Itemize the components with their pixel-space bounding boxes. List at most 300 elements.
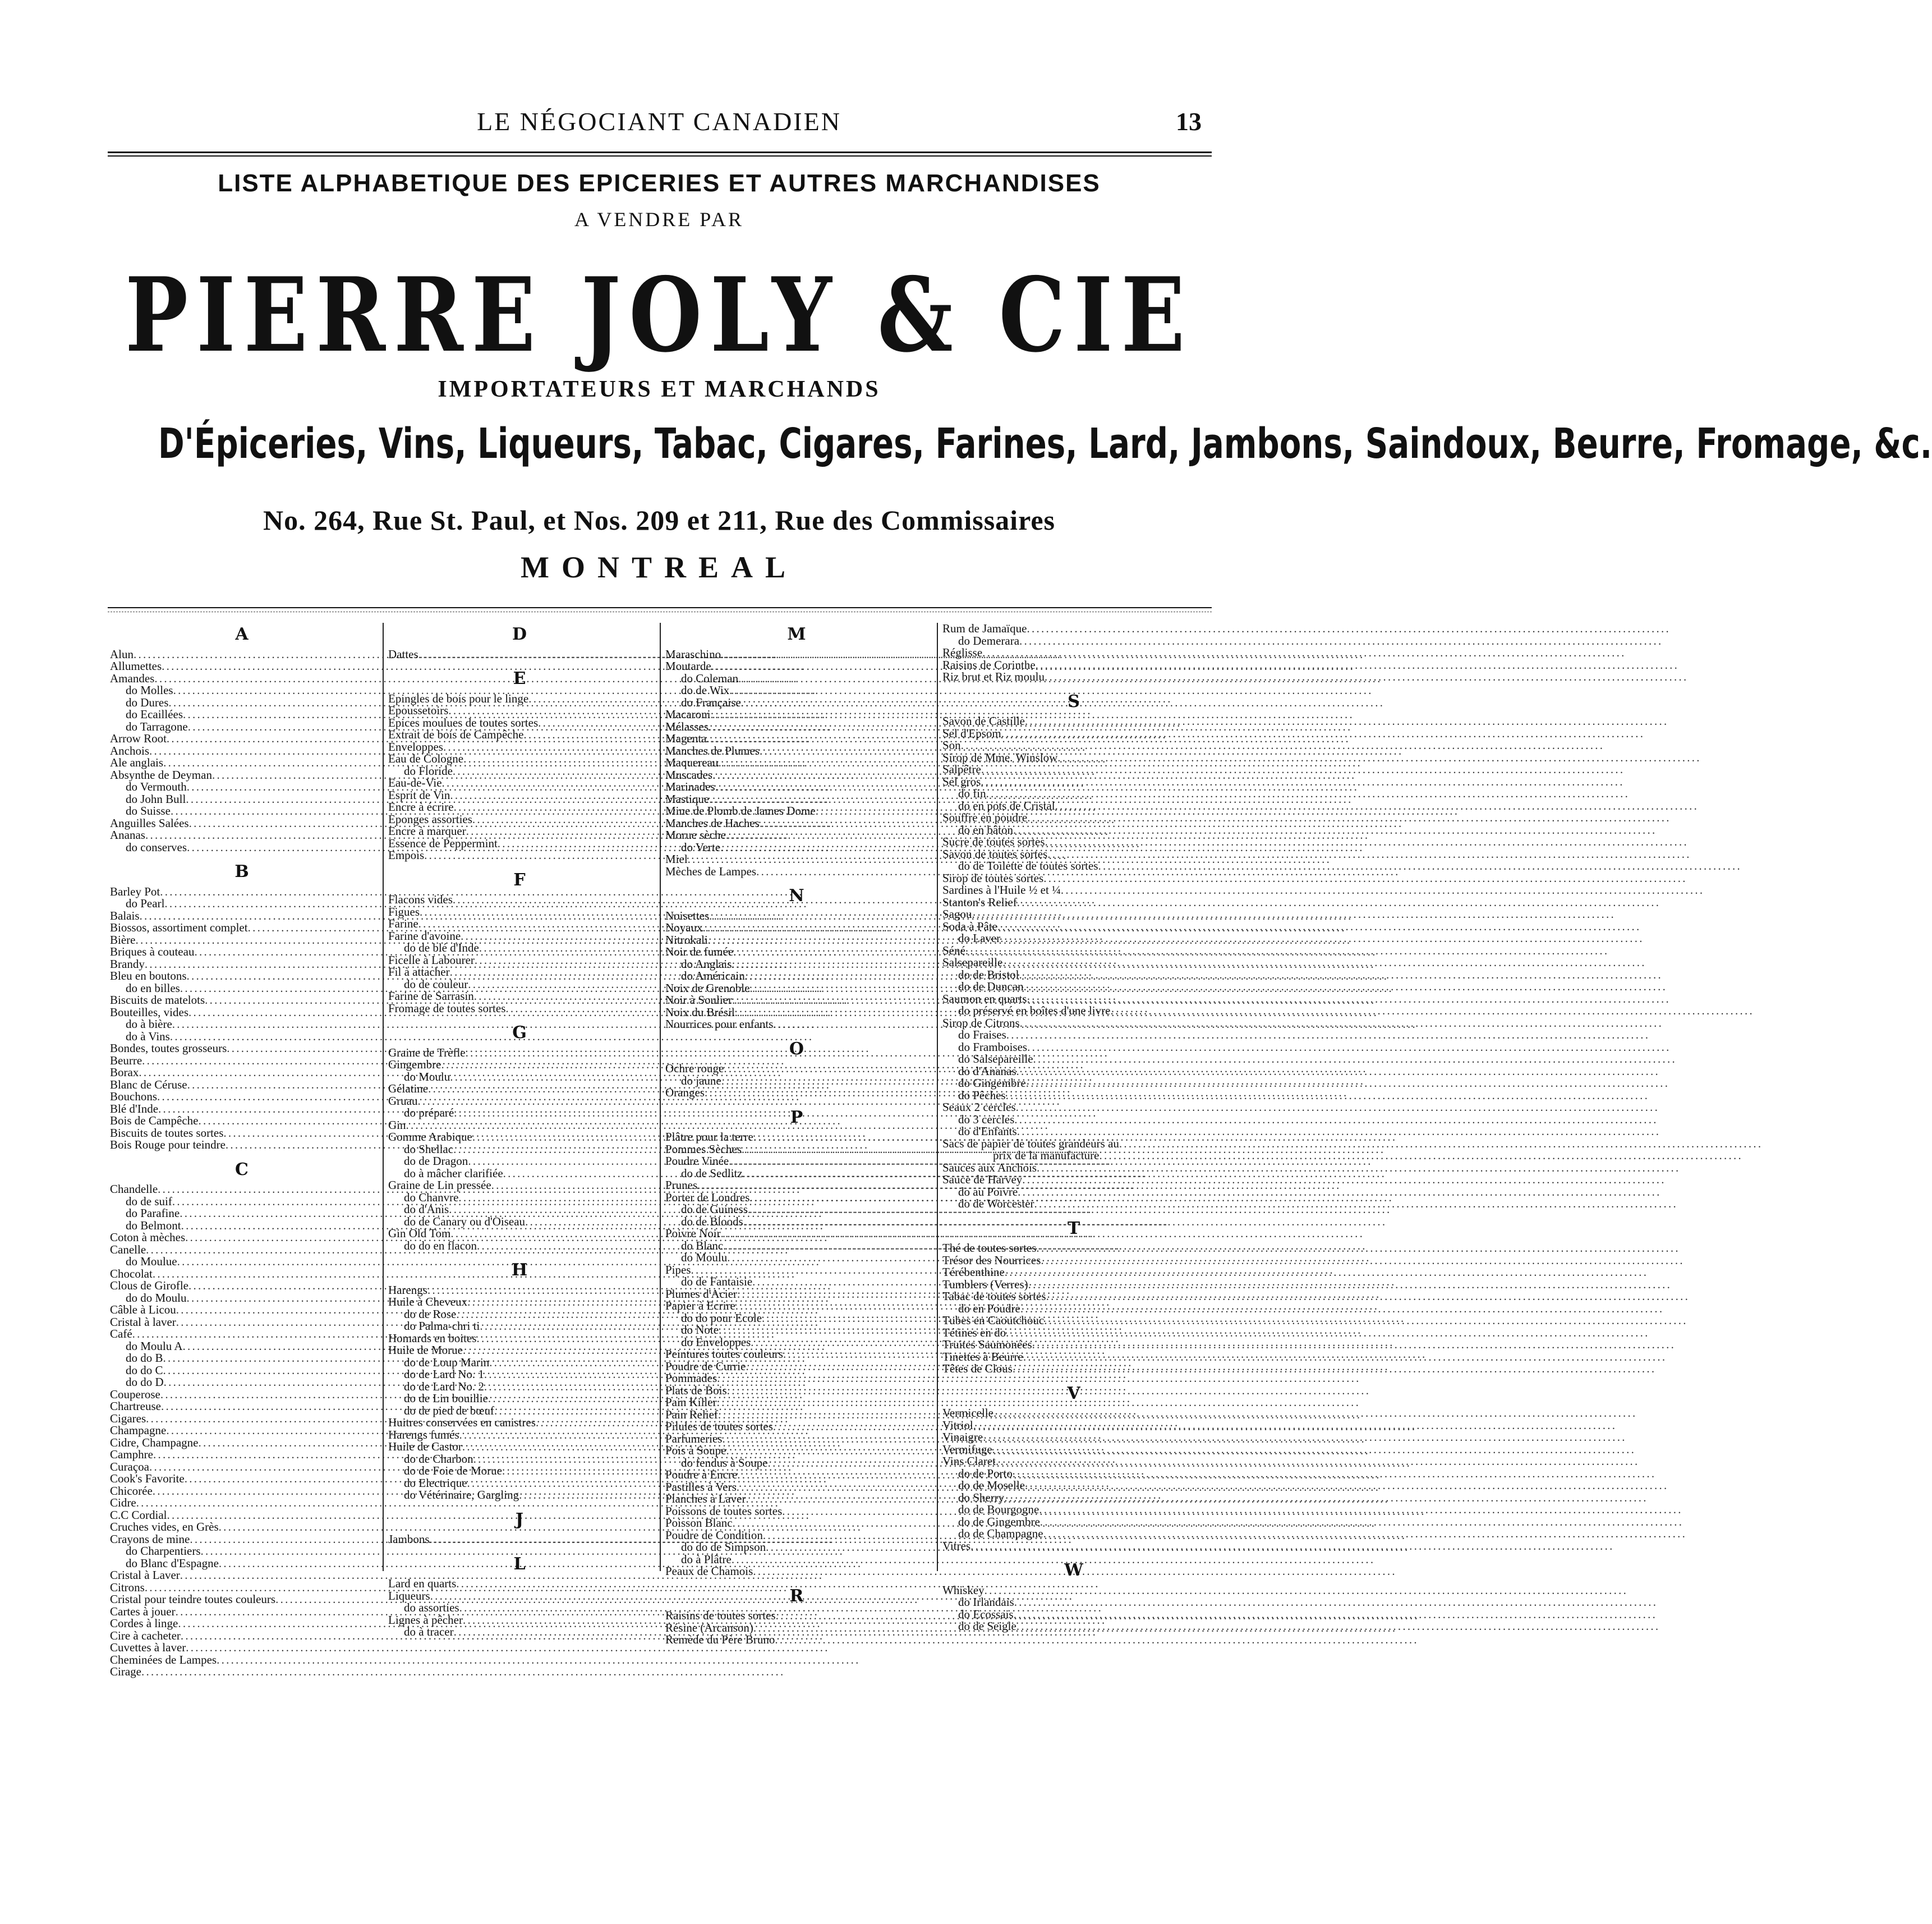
item-name: Peintures toutes couleurs [665,1347,783,1361]
item-name: Champagne [110,1424,167,1437]
item-name: Sel gros [942,774,981,788]
list-item [665,994,930,1007]
list-item [665,781,930,793]
item-name: do do Moulu [126,1291,187,1305]
product-column [383,623,660,1638]
item-name: Sirop de Mme. Winslow [942,750,1058,764]
list-item [110,1103,376,1115]
list-item [942,1407,1207,1420]
item-name: do Suisse [126,804,171,818]
list-item [110,1328,376,1340]
leader-dots [1098,860,1740,873]
item-name: Huitres conservées en canistres [388,1416,536,1429]
list-item [665,922,930,934]
leader-dots [997,921,1639,933]
item-name: do Coleman [681,671,739,685]
list-item [665,934,930,947]
leader-dots [1027,812,1668,824]
item-name: Anchois [110,743,149,757]
list-item [110,1376,376,1389]
running-head [0,107,1318,140]
list-item [388,814,653,826]
list-item [388,1614,653,1627]
list-item [388,729,653,741]
leader-dots [1061,884,1702,897]
list-item [942,1198,1207,1210]
leader-dots [965,945,1607,957]
item-name: Stanton's Relief [942,895,1017,909]
list-item [388,966,653,979]
list-item [110,697,376,709]
list-item [942,933,1207,945]
list-item [942,897,1207,909]
leader-dots [1006,1327,1647,1339]
item-name: do de Fantaisie [681,1275,753,1288]
list-item [110,1533,376,1546]
list-item [665,1204,930,1216]
item-name: do conserves [126,840,187,854]
item-name: do Shellac [404,1142,454,1156]
list-item [388,705,653,717]
list-item [942,1255,1207,1267]
item-name: Sagou [942,907,972,921]
item-name: Coton à mèches [110,1230,186,1244]
list-title: LISTE ALPHABETIQUE DES EPICERIES ET AUTRES MARCHANDISES [218,169,1101,197]
list-item [110,1642,376,1654]
list-item [665,757,930,769]
item-name: do Verte [681,840,721,854]
leader-dots [981,764,1622,776]
list-item [110,1352,376,1365]
list-item [388,1047,653,1059]
item-name: Fil à attacher [388,965,450,979]
list-item [110,1055,376,1067]
item-name: do Blanc [681,1238,724,1252]
list-item [110,1280,376,1292]
item-name: do de Guiness [681,1202,748,1216]
list-item [110,1067,376,1079]
list-item [665,970,930,982]
item-name: Cruches vides, en Grès [110,1520,219,1533]
list-item [942,1468,1207,1480]
list-item [942,1315,1207,1327]
item-name: Prunes [665,1178,698,1192]
item-name: Sacs de papier de toutes grandeurs au [942,1136,1119,1150]
item-name: do Floride [404,764,453,778]
section-letter: O [789,1039,807,1059]
item-name: do Ecossais [958,1607,1014,1621]
list-item [942,728,1207,740]
list-item [665,1240,930,1252]
item-name: Amandes [110,671,155,685]
leader-dots [1027,1041,1668,1054]
list-item [942,740,1207,752]
leader-dots [1032,1339,1673,1351]
item-name: Porter de Londres [665,1190,750,1204]
item-name: Poudre Vinée [665,1154,729,1168]
list-item [665,1155,930,1168]
item-name: Mélasses [665,719,709,733]
leader-dots [1039,1504,1680,1516]
list-item [942,715,1207,728]
list-item [665,1530,930,1542]
item-name: do de Seigle [958,1619,1016,1633]
list-item [388,1119,653,1132]
item-name: do Framboises [958,1040,1028,1054]
list-item [110,1594,376,1606]
leader-dots [1057,752,1699,764]
item-name: Cigares [110,1411,146,1425]
leader-dots [1017,897,1658,909]
product-column [105,623,383,1678]
list-item [110,842,376,854]
list-item [942,1339,1207,1351]
list-item [110,1256,376,1268]
item-name: do à mâcher clarifiée [404,1166,503,1180]
section-spacer [110,1678,376,1685]
list-item [110,1031,376,1043]
list-item [942,1279,1207,1291]
item-name: do Sherry [958,1490,1005,1504]
item-name: Cheminées de Lampes [110,1652,217,1666]
list-item [665,1192,930,1204]
section-letter: M [787,625,808,644]
item-name: Macaroni [665,708,711,721]
section-letter: H [511,1260,530,1280]
item-name: Essence de Peppermint [388,836,498,850]
item-name: Enveloppes [388,740,443,754]
item-name: Saumon en quarts [942,991,1027,1005]
leader-dots [1024,981,1665,993]
list-item [665,709,930,721]
leader-dots [1013,824,1654,837]
item-name: do Moulu A [126,1339,183,1353]
item-name: do fendus à Soupe [681,1455,768,1470]
item-name: do de Worcester [958,1197,1034,1210]
list-item [110,1127,376,1140]
leader-dots [1026,1077,1667,1090]
list-item [110,1400,376,1413]
item-name: Magenta [665,732,707,745]
list-item [942,1162,1207,1174]
list-item [110,1091,376,1103]
page-number: 13 [1176,107,1202,136]
list-item [942,1126,1207,1138]
leader-dots [1016,1620,1658,1633]
item-name: Vermifuge [942,1442,992,1456]
list-item [665,1469,930,1481]
list-item [665,1421,930,1433]
list-item [942,1620,1207,1633]
section-spacer [665,1099,930,1106]
list-item [665,1228,930,1240]
leader-dots [1005,1266,1646,1279]
list-item [388,1095,653,1108]
item-name: Têtes de Clous [942,1362,1013,1375]
section-letter: S [1068,691,1082,711]
item-name: Poudre de Currie [665,1359,746,1373]
leader-dots [1006,1029,1648,1041]
list-item [110,709,376,721]
list-item [388,1216,653,1228]
list-item [942,1363,1207,1375]
list-item [665,1445,930,1457]
item-name: Marinades [665,780,715,793]
list-item [388,649,653,661]
list-item [665,1634,930,1646]
list-item [665,1018,930,1031]
item-name: Bouteilles, vides [110,1005,188,1019]
list-item [665,1144,930,1156]
item-name: Ananas [110,828,145,842]
item-name: Pain Killer [665,1395,717,1409]
city-name: MONTREAL [520,550,798,584]
section-letter: V [1067,1383,1083,1403]
item-name: Sucre de toutes sortes [942,835,1045,848]
list-item [110,1618,376,1630]
item-name: Poissons de toutes sortes [665,1504,783,1518]
list-item [110,793,376,806]
item-name: do de Toilette de toutes sortes [958,859,1098,873]
item-name: do de Moselle [958,1478,1025,1492]
leader-dots [1025,715,1666,728]
company-name: PIERRE JOLY & CIE [125,255,1193,375]
leader-dots [1028,1279,1669,1291]
item-name: Graine de Lin pressée [388,1178,491,1192]
list-item [388,979,653,991]
item-name: do de Lin bouillie [404,1392,488,1405]
leader-dots [1025,1480,1666,1492]
item-name: Salsepareille [942,956,1003,969]
list-item [110,1437,376,1449]
item-name: do do de Simpson [681,1540,766,1554]
leader-dots [1043,1528,1685,1540]
item-name: do Pearl [126,897,165,910]
item-name: Maquereau [665,756,719,769]
list-item [388,1083,653,1095]
list-item [388,942,653,954]
list-item [665,1300,930,1312]
item-name: do do D [126,1375,164,1389]
item-name: do Note [681,1323,719,1337]
list-item [665,1409,930,1421]
list-item [388,1144,653,1156]
item-name: Graine de Trèfle [388,1045,466,1059]
item-name: Couperose [110,1387,160,1401]
item-name: do Française [681,695,741,709]
list-item [665,866,930,878]
item-name: do Irlandais [958,1595,1014,1609]
item-name: Soda à Pâte [942,919,997,933]
item-name: Réglisse [942,646,983,659]
item-name: Cristal pour teindre toutes couleurs [110,1592,276,1606]
item-name: do d'Anis [404,1202,449,1216]
item-name: Poudre à Encre [665,1468,738,1481]
leader-dots [1045,671,1686,683]
item-name: Maraschino [665,647,721,661]
list-item [942,884,1207,897]
item-name: do au Poivre [958,1184,1018,1199]
list-item [110,721,376,733]
list-item [942,1492,1207,1504]
list-item [942,1528,1207,1540]
item-name: Fromage de toutes sortes [388,1001,506,1015]
list-item [388,777,653,789]
leader-dots [1019,969,1660,981]
item-name: Gélatine [388,1082,429,1095]
list-item [942,764,1207,776]
item-name: Cristal à laver [110,1315,176,1329]
item-name: do en Poudre [958,1301,1020,1315]
list-item [110,1497,376,1509]
list-item [942,848,1207,861]
list-item [388,990,653,1003]
list-item [110,1232,376,1244]
item-name: Vitriol [942,1418,973,1432]
item-name: Flacons vides [388,893,453,906]
list-item [110,994,376,1007]
item-name: Whiskey [942,1583,985,1597]
item-name: do John Bull [126,792,186,806]
section-letter: A [235,625,251,644]
list-item [942,873,1207,885]
section-letter: F [513,870,528,890]
list-item [110,1569,376,1582]
trades-line: D'Épiceries, Vins, Liqueurs, Tabac, Cigares, Farines, Lard, Jambons, Saindoux, Beurre, Fromage, &c. [158,420,1932,468]
item-name: Blé d'Inde [110,1101,159,1115]
item-name: Raisins de toutes sortes [665,1609,776,1622]
list-item [388,1357,653,1369]
item-name: Farine de Sarrasin [388,989,474,1003]
leader-dots [1055,800,1696,812]
list-item [388,1453,653,1466]
item-name: Mastique [665,792,710,806]
item-name: do Belmont [126,1218,181,1232]
list-item [388,1308,653,1321]
item-name: Balais [110,908,140,922]
leader-dots [1002,957,1644,969]
item-name: Pain Relief [665,1407,718,1421]
list-item [665,1481,930,1494]
item-name: do Pêches [958,1088,1006,1102]
list-item [110,660,376,673]
list-item [388,789,653,802]
item-name: Liqueurs [388,1588,430,1602]
list-item [942,969,1207,981]
list-item [110,1545,376,1558]
item-name: Eau de Cologne [388,752,464,765]
item-name: do Laver [958,931,1001,945]
item-name: Thé de toutes sortes [942,1241,1037,1255]
list-item [665,1288,930,1301]
list-item [665,829,930,842]
item-name: do Chanvre [404,1190,459,1204]
list-item [942,1174,1207,1186]
item-name: do préparé [404,1106,454,1119]
item-name: Empois [388,848,425,862]
list-item [110,922,376,934]
item-name: Ficelle à Labourer [388,953,475,967]
item-name: Noisettes [665,908,710,922]
section-spacer [942,1210,1207,1217]
list-item [942,1585,1207,1597]
list-item [110,1220,376,1232]
item-name: Pilules de toutes sortes [665,1420,773,1433]
list-item [942,1242,1207,1255]
section-spacer [665,1031,930,1037]
list-item [942,1090,1207,1102]
section-letter: D [512,625,529,644]
list-item [388,1284,653,1297]
section-spacer [110,1151,376,1158]
item-name: Brandy [110,957,145,971]
list-item [942,1138,1207,1150]
item-name: Biossos, assortiment complet [110,921,248,934]
list-item [388,1320,653,1333]
leader-dots [1014,1596,1655,1609]
item-name: do de blé d'Inde [404,941,479,954]
list-item [388,1465,653,1477]
item-name: Sauces aux Anchois [942,1160,1037,1174]
list-item [388,1107,653,1119]
list-item [388,930,653,943]
item-name: Son [942,738,961,752]
item-name: Plumes d'Acier [665,1287,738,1301]
list-item [388,765,653,778]
leader-dots [1044,1315,1685,1327]
item-name: Plats de Bois [665,1383,727,1397]
product-column [937,622,1214,1633]
item-name: do assorties [404,1601,459,1614]
item-name: Sirop de toutes sortes [942,871,1044,885]
list-item [388,838,653,850]
list-item [110,1207,376,1220]
leader-dots [1019,635,1660,648]
list-item [942,1101,1207,1114]
item-name: Cire à cacheter [110,1628,181,1642]
item-name: Chicorée [110,1484,153,1498]
item-name: do en bâton [958,823,1013,837]
item-name: Planches à Laver [665,1492,746,1505]
leader-dots [961,740,1602,752]
item-name: Anguilles Salées [110,816,189,830]
item-name: C.C Cordial [110,1508,167,1522]
item-name: Crayons de mine [110,1532,190,1546]
list-item [110,1115,376,1127]
list-item [388,1369,653,1381]
item-name: do Blanc d'Espagne [126,1556,219,1570]
list-item [665,1324,930,1337]
list-item [942,1266,1207,1279]
list-item [942,1005,1207,1017]
item-name: Sardines à l'Huile ½ et ¼ [942,883,1061,897]
section-spacer [110,853,376,860]
item-name: Arrow Root [110,732,167,745]
item-name: do Moulue [126,1255,177,1268]
list-item [388,1489,653,1501]
list-item [665,1312,930,1325]
item-name: Chandelle [110,1182,158,1196]
item-name: Mine de Plomb de James Dome [665,804,816,818]
item-name: do Fraises [958,1028,1006,1041]
list-item [665,673,930,685]
item-name: do Américain [681,969,745,982]
item-name: do d'Ananas [958,1064,1016,1078]
list-item [110,733,376,745]
item-name: Remède du Père Bruno [665,1633,775,1646]
list-item [942,1609,1207,1621]
leader-dots [1018,1186,1659,1199]
